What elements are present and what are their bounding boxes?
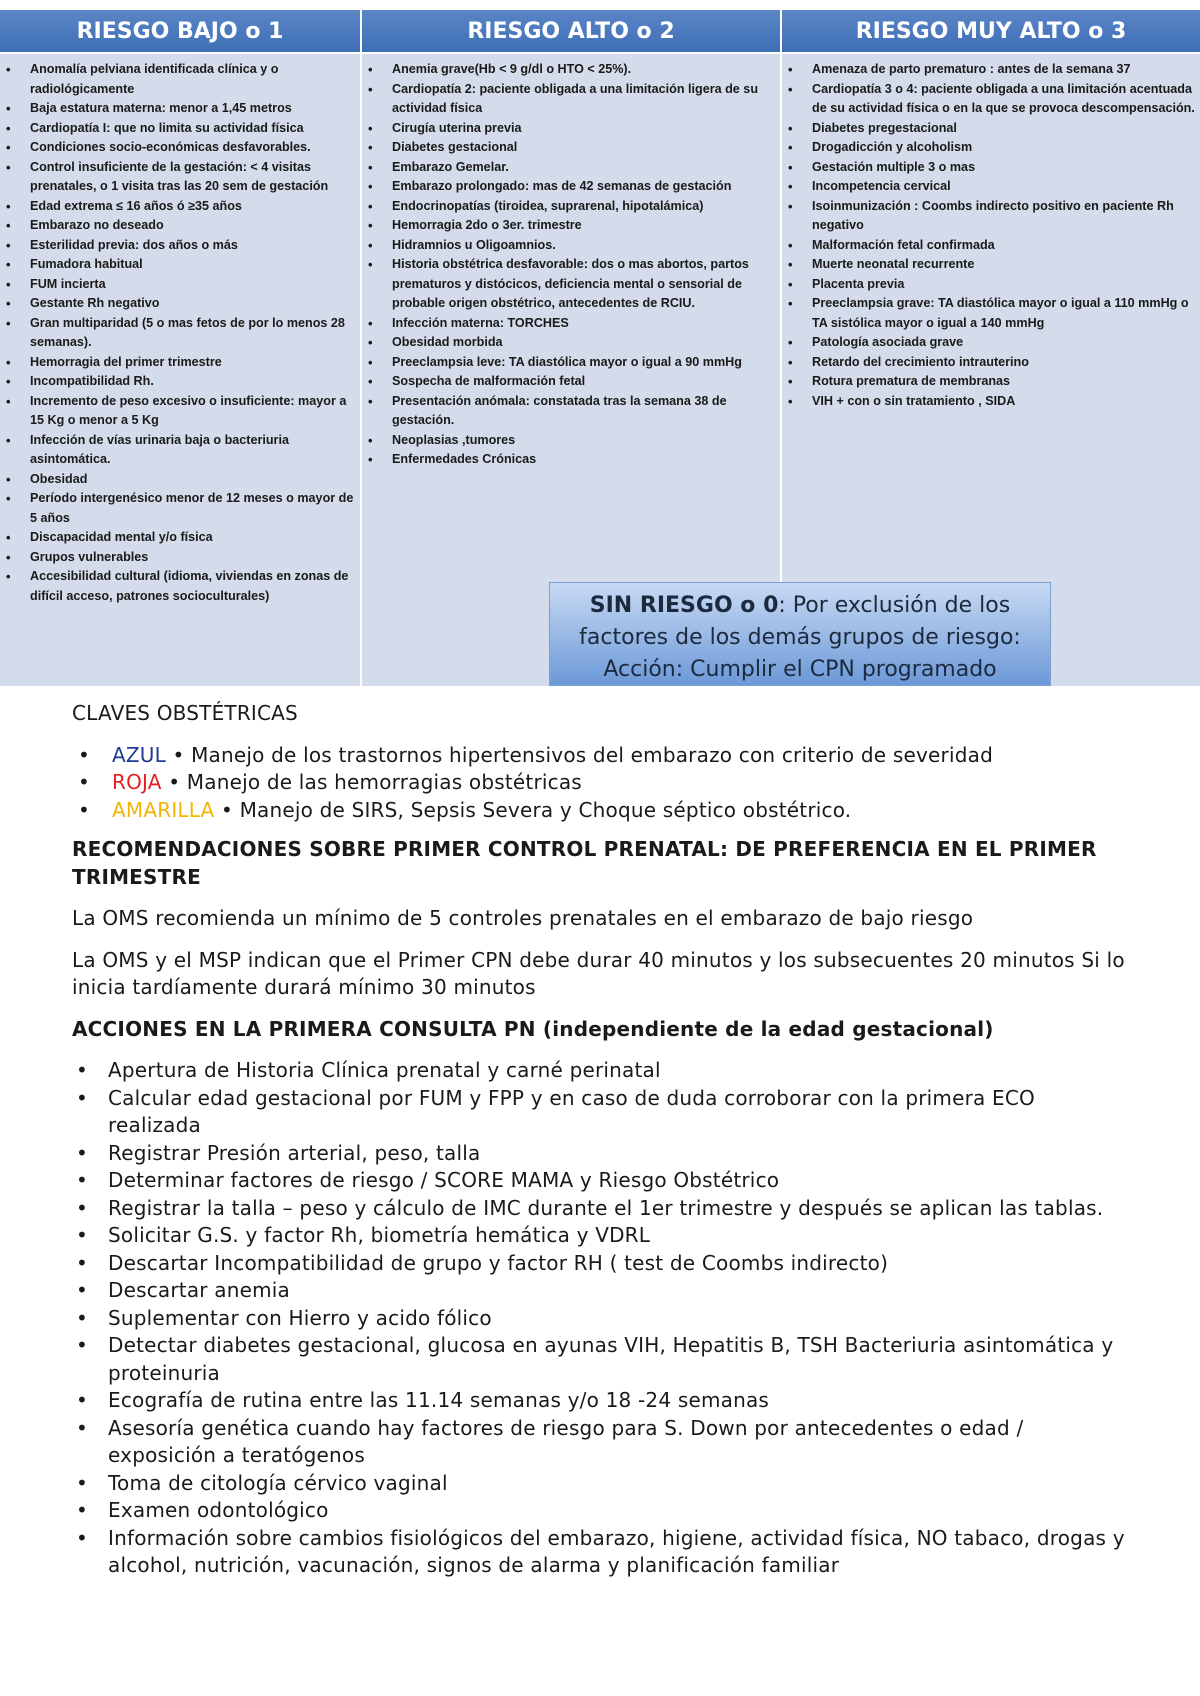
list-item: • Infección materna: TORCHES [366, 314, 776, 334]
list-item: • Historia obstétrica desfavorable: dos o mas abortos, partos prematuros y distócicos, deficiencia mental o sensorial de probable origen obstétrico, antecedentes de RCIU. [366, 255, 776, 314]
list-item: • Descartar anemia [72, 1277, 1132, 1305]
list-item: • Incompatibilidad Rh. [4, 372, 356, 392]
list-item: • Baja estatura materna: menor a 1,45 metros [4, 99, 356, 119]
list-item: • Control insuficiente de la gestación: < 4 visitas prenatales, o 1 visita tras las 20 sem de gestación [4, 158, 356, 197]
list-item: • Embarazo prolongado: mas de 42 semanas de gestación [366, 177, 776, 197]
list-item: • Obesidad [4, 470, 356, 490]
list-item: • Registrar la talla – peso y cálculo de IMC durante el 1er trimestre y después se aplican las tablas. [72, 1195, 1132, 1223]
list-item: • Anemia grave(Hb < 9 g/dl o HTO < 25%). [366, 60, 776, 80]
sin-riesgo-box [549, 582, 1051, 686]
list-item: • Toma de citología cérvico vaginal [72, 1470, 1132, 1498]
header-riesgo-muy-alto: RIESGO MUY ALTO o 3 [782, 10, 1200, 52]
list-item: • Calcular edad gestacional por FUM y FPP y en caso de duda corroborar con la primera ECO realizada [72, 1085, 1132, 1140]
list-item: • VIH + con o sin tratamiento , SIDA [786, 392, 1196, 412]
recomendaciones-p2: La OMS y el MSP indican que el Primer CPN debe durar 40 minutos y los subsecuentes 20 minutos Si lo inicia tardíamente durará mínimo 30 minutos [72, 947, 1125, 999]
list-riesgo-muy-alto [786, 60, 1196, 411]
list-item: • Condiciones socio-económicas desfavorables. [4, 138, 356, 158]
clave-roja [72, 769, 1132, 797]
list-item: • Determinar factores de riesgo / SCORE MAMA y Riesgo Obstétrico [72, 1167, 1132, 1195]
clave-azul-text: • Manejo de los trastornos hipertensivos del embarazo con criterio de severidad [165, 742, 993, 767]
list-item: • Enfermedades Crónicas [366, 450, 776, 470]
list-item: • Incremento de peso excesivo o insuficiente: mayor a 15 Kg o menor a 5 Kg [4, 392, 356, 431]
list-item: • Hemorragia 2do o 3er. trimestre [366, 216, 776, 236]
list-item: • Período intergenésico menor de 12 meses o mayor de 5 años [4, 489, 356, 528]
claves-list [72, 742, 1132, 825]
list-item: • Examen odontológico [72, 1497, 1132, 1525]
list-item: • Discapacidad mental y/o física [4, 528, 356, 548]
list-item: • Retardo del crecimiento intrauterino [786, 353, 1196, 373]
clave-azul [72, 742, 1132, 770]
list-item: • Placenta previa [786, 275, 1196, 295]
list-item: • Grupos vulnerables [4, 548, 356, 568]
list-riesgo-bajo [4, 60, 356, 606]
list-item: • Preeclampsia leve: TA diastólica mayor o igual a 90 mmHg [366, 353, 776, 373]
list-item: • Edad extrema ≤ 16 años ó ≥35 años [4, 197, 356, 217]
list-item: • Información sobre cambios fisiológicos del embarazo, higiene, actividad física, NO tabaco, drogas y alcohol, nutrición, vacunación, signos de alarma y planificación familiar [72, 1525, 1132, 1580]
list-riesgo-alto [366, 60, 776, 470]
list-item: • Incompetencia cervical [786, 177, 1196, 197]
risk-table [0, 10, 1200, 686]
list-item: • Descartar Incompatibilidad de grupo y factor RH ( test de Coombs indirecto) [72, 1250, 1132, 1278]
list-item: • Patología asociada grave [786, 333, 1196, 353]
recomendaciones-title: RECOMENDACIONES SOBRE PRIMER CONTROL PRENATAL: DE PREFERENCIA EN EL PRIMER TRIMESTRE [72, 837, 1097, 889]
clave-azul-key: AZUL [112, 742, 166, 767]
list-item: • Diabetes gestacional [366, 138, 776, 158]
list-item: • Registrar Presión arterial, peso, talla [72, 1140, 1132, 1168]
list-item: • Accesibilidad cultural (idioma, viviendas en zonas de difícil acceso, patrones socioculturales) [4, 567, 356, 606]
list-item: • Asesoría genética cuando hay factores de riesgo para S. Down por antecedentes o edad / exposición a teratógenos [72, 1415, 1132, 1470]
list-item: • Cardiopatía I: que no limita su actividad física [4, 119, 356, 139]
list-item: • Gestación multiple 3 o mas [786, 158, 1196, 178]
list-item: • Malformación fetal confirmada [786, 236, 1196, 256]
list-item: • Preeclampsia grave: TA diastólica mayor o igual a 110 mmHg o TA sistólica mayor o igual a 140 mmHg [786, 294, 1196, 333]
document-body [72, 700, 1132, 1592]
sin-riesgo-line3: Acción: Cumplir el CPN programado [603, 657, 997, 682]
claves-title: CLAVES OBSTÉTRICAS [72, 701, 298, 725]
list-item: • Detectar diabetes gestacional, glucosa en ayunas VIH, Hepatitis B, TSH Bacteriuria asintomática y proteinuria [72, 1332, 1132, 1387]
list-item: • Cardiopatía 2: paciente obligada a una limitación ligera de su actividad física [366, 80, 776, 119]
acciones-list [72, 1057, 1132, 1580]
list-item: • FUM incierta [4, 275, 356, 295]
list-item: • Esterilidad previa: dos años o más [4, 236, 356, 256]
list-item: • Anomalía pelviana identificada clínica y o radiológicamente [4, 60, 356, 99]
list-item: • Gran multiparidad (5 o mas fetos de por lo menos 28 semanas). [4, 314, 356, 353]
sin-riesgo-line1-rest: : Por exclusión de los [778, 593, 1011, 618]
list-item: • Presentación anómala: constatada tras la semana 38 de gestación. [366, 392, 776, 431]
list-item: • Gestante Rh negativo [4, 294, 356, 314]
list-item: • Rotura prematura de membranas [786, 372, 1196, 392]
list-item: • Embarazo Gemelar. [366, 158, 776, 178]
list-item: • Apertura de Historia Clínica prenatal y carné perinatal [72, 1057, 1132, 1085]
header-riesgo-bajo: RIESGO BAJO o 1 [0, 10, 362, 52]
clave-amarilla-text: • Manejo de SIRS, Sepsis Severa y Choque séptico obstétrico. [214, 797, 852, 822]
recomendaciones-p1: La OMS recomienda un mínimo de 5 controles prenatales en el embarazo de bajo riesgo [72, 906, 974, 930]
list-item: • Cardiopatía 3 o 4: paciente obligada a una limitación acentuada de su actividad física o en la que se provoca descompensación. [786, 80, 1196, 119]
list-item: • Endocrinopatías (tiroidea, suprarenal, hipotalámica) [366, 197, 776, 217]
clave-amarilla [72, 797, 1132, 825]
column-riesgo-bajo [0, 54, 362, 686]
acciones-title: ACCIONES EN LA PRIMERA CONSULTA PN (independiente de la edad gestacional) [72, 1016, 994, 1041]
list-item: • Hidramnios u Oligoamnios. [366, 236, 776, 256]
sin-riesgo-line2: factores de los demás grupos de riesgo: [579, 625, 1021, 650]
list-item: • Suplementar con Hierro y acido fólico [72, 1305, 1132, 1333]
list-item: • Amenaza de parto prematuro : antes de la semana 37 [786, 60, 1196, 80]
list-item: • Diabetes pregestacional [786, 119, 1196, 139]
list-item: • Obesidad morbida [366, 333, 776, 353]
sin-riesgo-line1 [550, 590, 1050, 622]
list-item: • Drogadicción y alcoholism [786, 138, 1196, 158]
list-item: • Solicitar G.S. y factor Rh, biometría hemática y VDRL [72, 1222, 1132, 1250]
header-riesgo-alto: RIESGO ALTO o 2 [362, 10, 782, 52]
list-item: • Muerte neonatal recurrente [786, 255, 1196, 275]
clave-roja-key: ROJA [112, 770, 162, 794]
list-item: • Hemorragia del primer trimestre [4, 353, 356, 373]
list-item: • Embarazo no deseado [4, 216, 356, 236]
clave-amarilla-key: AMARILLA [112, 797, 215, 822]
list-item: • Sospecha de malformación fetal [366, 372, 776, 392]
list-item: • Isoinmunización : Coombs indirecto positivo en paciente Rh negativo [786, 197, 1196, 236]
list-item: • Fumadora habitual [4, 255, 356, 275]
list-item: • Cirugía uterina previa [366, 119, 776, 139]
sin-riesgo-label: SIN RIESGO o 0 [589, 593, 779, 618]
list-item: • Infección de vías urinaria baja o bacteriuria asintomática. [4, 431, 356, 470]
clave-roja-text: • Manejo de las hemorragias obstétricas [161, 770, 582, 794]
list-item: • Ecografía de rutina entre las 11.14 semanas y/o 18 -24 semanas [72, 1387, 1132, 1415]
list-item: • Neoplasias ,tumores [366, 431, 776, 451]
